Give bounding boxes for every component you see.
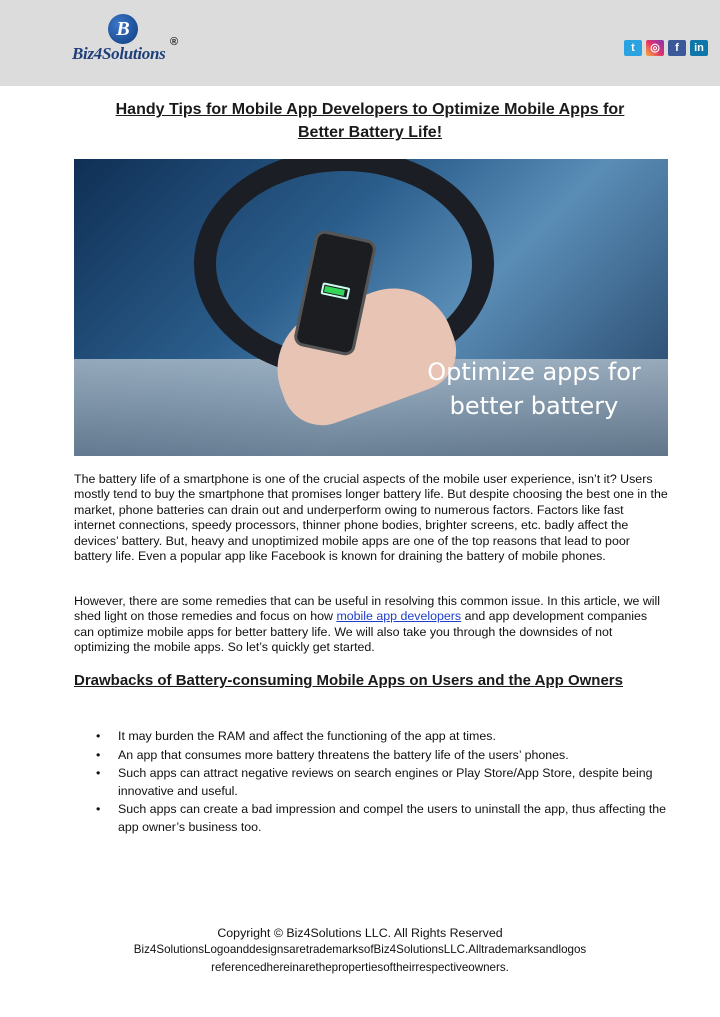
list-item-text: Such apps can attract negative reviews on search engines or Play Store/App Store, despite being innovative and useful. <box>118 766 653 798</box>
list-item <box>74 728 674 746</box>
twitter-icon[interactable]: t <box>624 40 642 56</box>
biz4solutions-logo[interactable] <box>72 14 184 74</box>
list-item <box>74 801 674 836</box>
hero-caption-line-1: Optimize apps for <box>427 358 641 386</box>
page-header <box>0 0 720 86</box>
section-heading: Drawbacks of Battery-consuming Mobile Apps on Users and the App Owners <box>74 672 623 689</box>
bullet-icon: • <box>96 802 101 816</box>
list-item-text: It may burden the RAM and affect the functioning of the app at times. <box>118 729 496 743</box>
remedies-paragraph <box>74 594 668 656</box>
page-title <box>80 98 660 144</box>
list-item <box>74 765 674 800</box>
title-line-2: Better Battery Life! <box>297 124 443 141</box>
remedies-text-before: However, there are some remedies that can be useful in resolving this common issue. In this article, we will shed light on those remedies and focus on how <box>74 594 661 624</box>
title-line-1: Handy Tips for Mobile App Developers to Optimize Mobile Apps for <box>115 101 625 118</box>
logo-mark: B <box>108 14 138 44</box>
battery-icon <box>320 282 350 300</box>
list-item-text: Such apps can create a bad impression and compel the users to uninstall the app, thus affecting the app owner’s business too. <box>118 802 667 834</box>
mobile-app-developers-link[interactable]: mobile app developers <box>336 609 462 624</box>
facebook-icon[interactable]: f <box>668 40 686 56</box>
hero-caption-line-2: better battery <box>449 392 619 420</box>
footer-trademark-line-1: Biz4SolutionsLogoanddesignsaretrademarksofBiz4SolutionsLLC.Alltrademarksandlogos <box>133 943 587 956</box>
intro-paragraph: The battery life of a smartphone is one of the crucial aspects of the mobile user experience, isn’t it? Users mostly tend to buy the smartphone that promises longer battery life. But despite choosing the best one in the market, phone batteries can drain out and underperform owing to numerous factors. Factors like fast internet connections, speedy processors, thinner phone bodies, brighter screens, etc. badly affect the devices’ battery. But, heavy and unoptimized mobile apps are one of the top reasons that lead to poor battery life. Even a popular app like Facebook is known for draining the battery of mobile phones. <box>74 472 668 564</box>
list-item <box>74 747 674 765</box>
bullet-icon: • <box>96 747 101 762</box>
logo-text: Biz4Solutions <box>72 44 166 63</box>
footer-trademark-line-2: referencedhereinarethepropertiesoftheirrespectiveowners. <box>211 961 509 974</box>
social-links <box>624 40 708 56</box>
bullet-icon: • <box>96 729 101 743</box>
hero-image <box>74 159 668 456</box>
drawbacks-list <box>74 728 674 837</box>
instagram-icon[interactable]: ◎ <box>646 40 664 56</box>
registered-mark: ® <box>170 36 179 48</box>
list-item-text: An app that consumes more battery threatens the battery life of the users’ phones. <box>118 747 569 762</box>
bullet-icon: • <box>96 766 101 780</box>
hero-caption <box>404 355 664 423</box>
remedies-text-after: and app development companies can optimize mobile apps for better battery life. We will also take you through the downsides of not optimizing the mobile apps. So let’s quickly get started. <box>74 609 648 655</box>
linkedin-icon[interactable]: in <box>690 40 708 56</box>
footer-copyright: Copyright © Biz4Solutions LLC. All Rights Reserved <box>217 926 503 940</box>
